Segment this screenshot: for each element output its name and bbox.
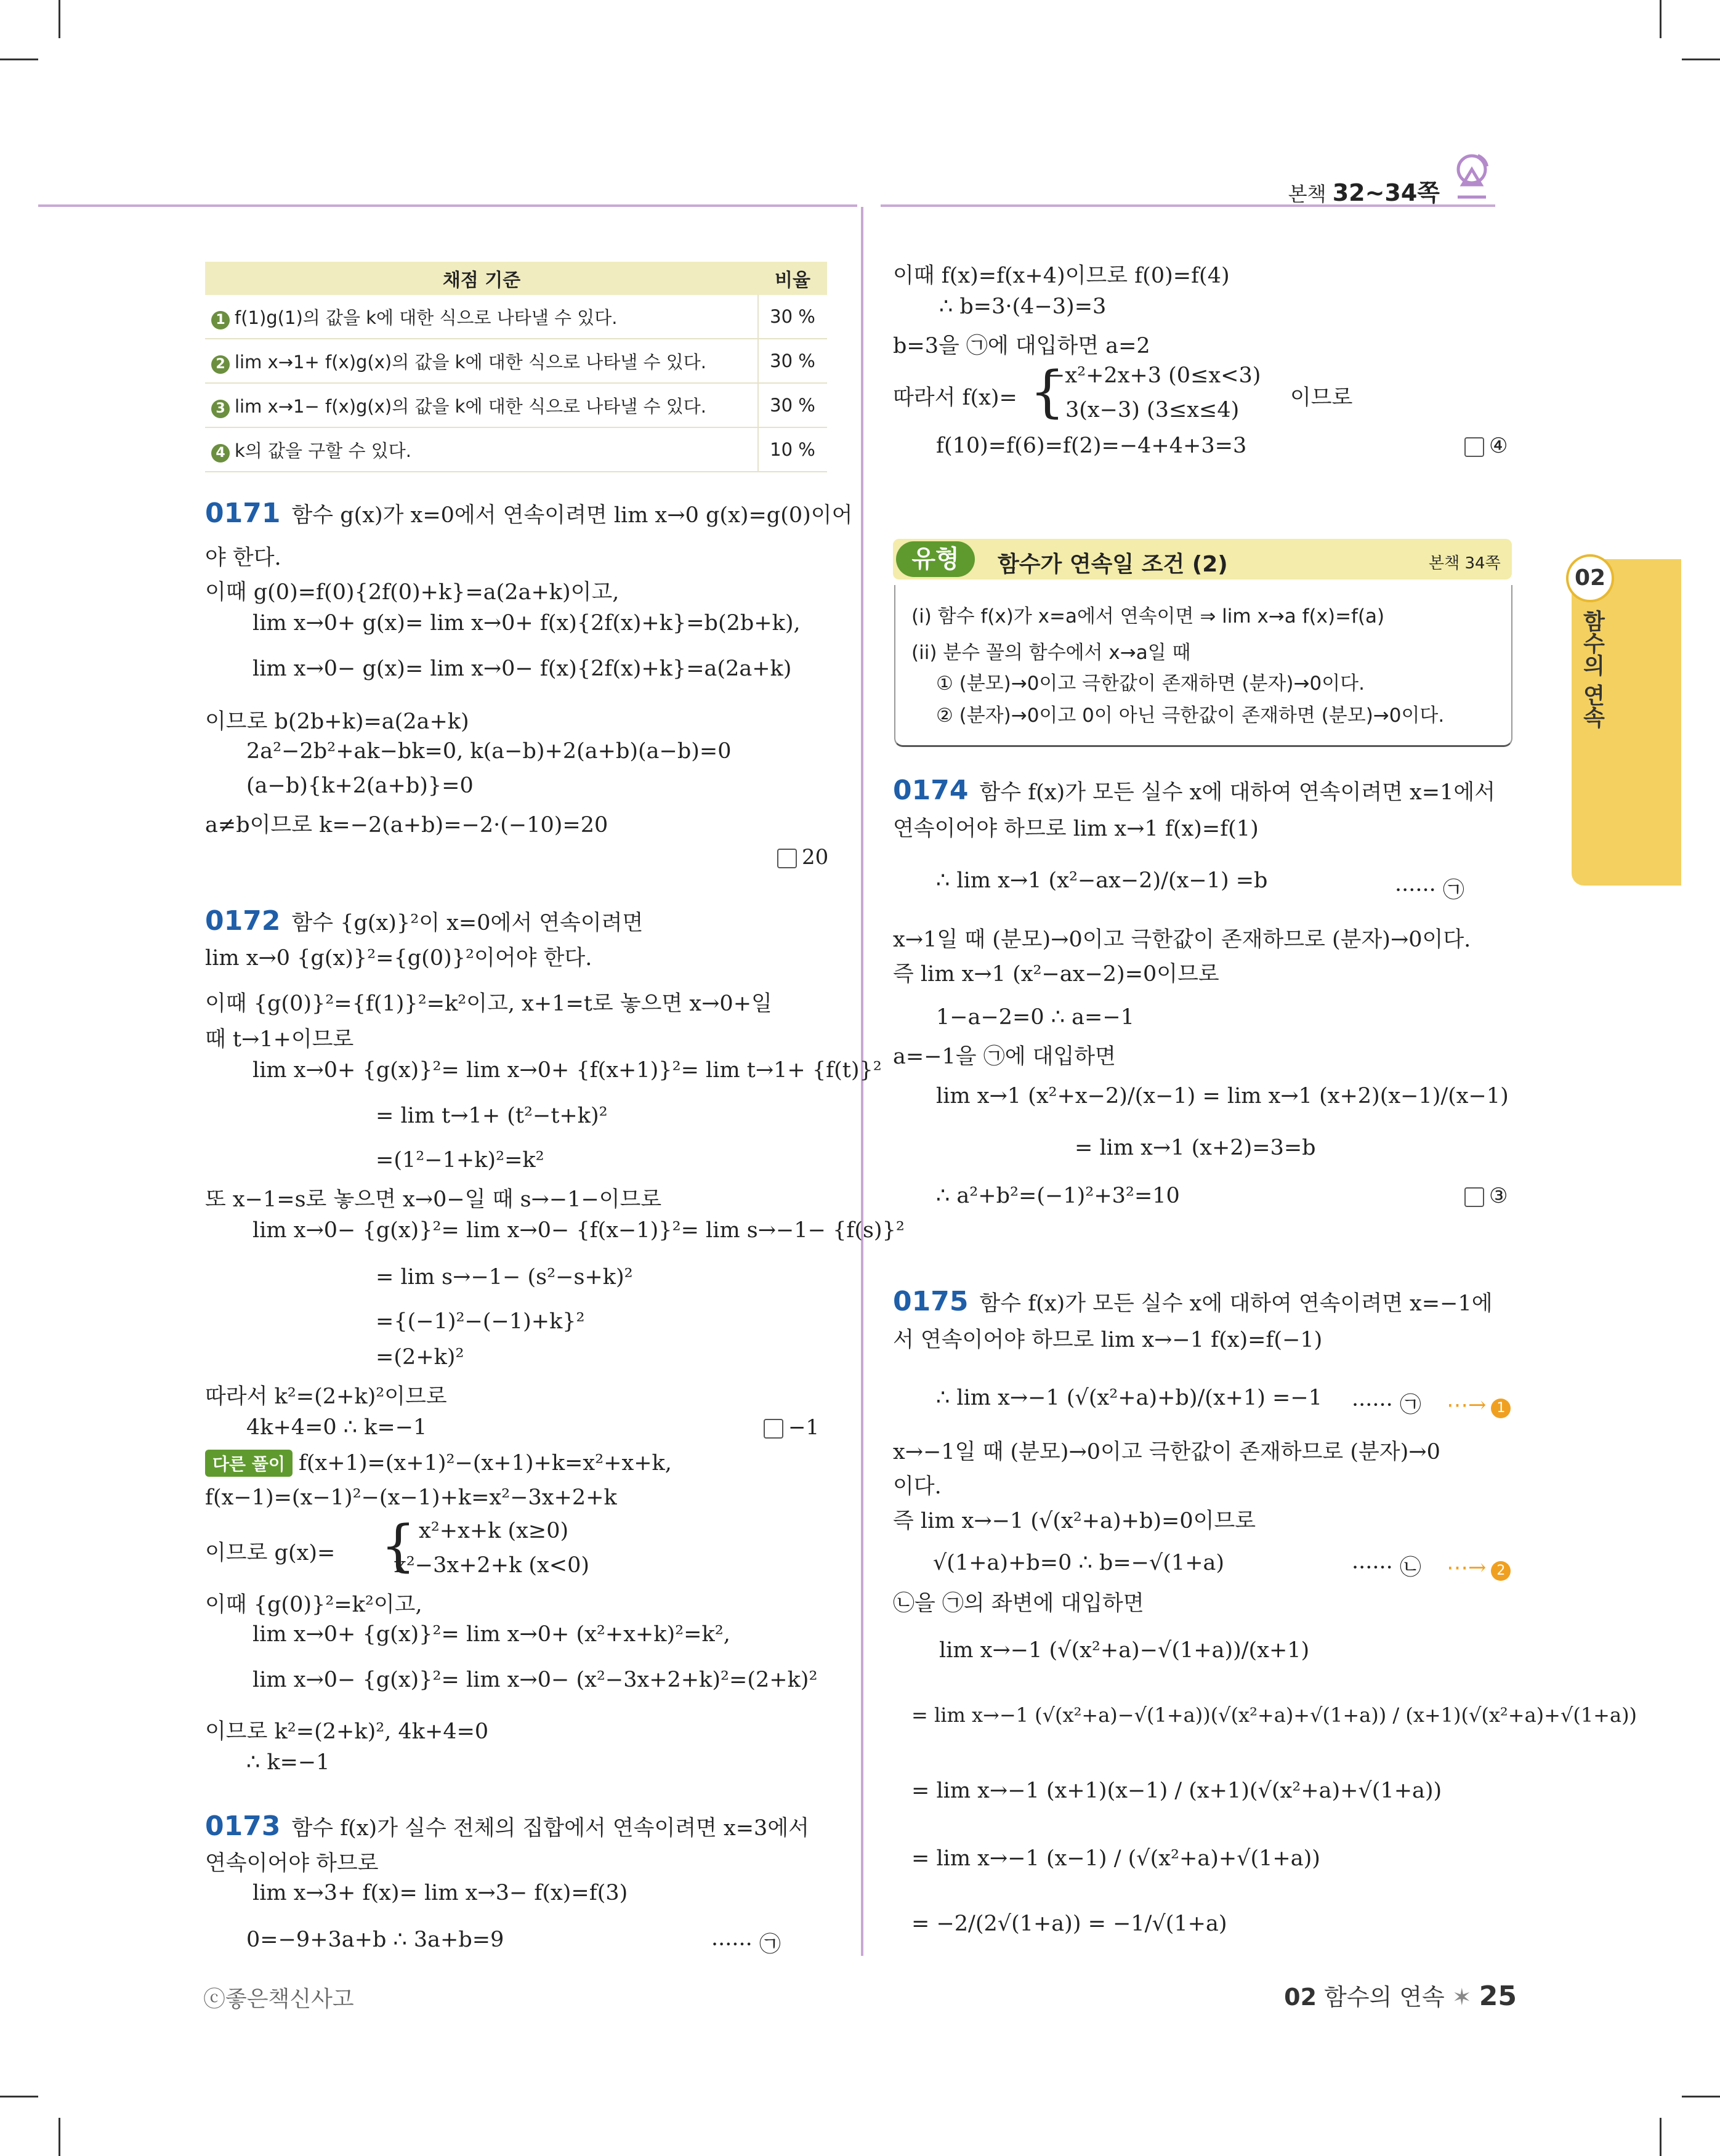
solution-line: lim x→0+ {g(x)}²= lim x→0+ {f(x+1)}²= lim t→1+ {f(t)}² <box>252 1058 882 1083</box>
type-rule: ② (분자)→0이고 0이 아닌 극한값이 존재하면 (분모)→0이다. <box>936 705 1445 727</box>
answer-value: ③ <box>1489 1184 1508 1208</box>
criteria-text: lim x→1− f(x)g(x)의 값을 k에 대한 식으로 나타낼 수 있다. <box>235 395 706 417</box>
crop-mark <box>1660 2118 1661 2156</box>
solution-line: 함수 f(x)가 실수 전체의 집합에서 연속이려면 x=3에서 <box>291 1816 809 1841</box>
solution-line: = lim x→−1 (x−1) / (√(x²+a)+√(1+a)) <box>911 1846 1320 1871</box>
footer-chapter-title: 함수의 연속 <box>1324 1984 1445 2011</box>
solution-line: lim x→3+ f(x)= lim x→3− f(x)=f(3) <box>252 1881 628 1905</box>
table-row <box>205 339 827 383</box>
solution-line: = lim x→−1 (x+1)(x−1) / (x+1)(√(x²+a)+√(1+a)) <box>911 1778 1442 1803</box>
answer-icon <box>1464 1187 1484 1207</box>
solution-line: 함수 {g(x)}²이 x=0에서 연속이려면 <box>291 911 644 935</box>
type-rule: (i) 함수 f(x)가 x=a에서 연속이면 ⇒ lim x→a f(x)=f(a) <box>911 605 1385 628</box>
publisher: ⓒ좋은책신사고 <box>203 1987 354 2012</box>
solution-line: −x²+2x+3 (0≤x<3) <box>1047 363 1261 388</box>
brace: { <box>381 1514 416 1578</box>
solution-line: (a−b){k+2(a+b)}=0 <box>246 773 474 798</box>
page-footer <box>1284 1978 1517 2012</box>
solution-line: lim x→1 (x²+x−2)/(x−1) = lim x→1 (x+2)(x−1)/(x−1) <box>936 1084 1509 1108</box>
solution-line: 이므로 b(2b+k)=a(2a+k) <box>205 709 469 734</box>
solution-line: lim x→−1 (√(x²+a)−√(1+a))/(x+1) <box>939 1638 1310 1663</box>
step-badge: 1 <box>211 311 230 329</box>
alt-solution-badge: 다른 풀이 <box>205 1450 293 1477</box>
problem-number: 0175 <box>893 1286 969 1317</box>
step-badge: 4 <box>211 444 230 462</box>
crop-mark <box>59 2118 60 2156</box>
solution-line: x²+x+k (x≥0) <box>419 1519 569 1543</box>
step-marker: 1 <box>1491 1399 1511 1418</box>
brace: { <box>1030 360 1065 424</box>
type-title: 함수가 연속일 조건 (2) <box>998 552 1228 577</box>
equation-mark <box>1352 1551 1511 1581</box>
solution-line: 또 x−1=s로 놓으면 x→0−일 때 s→−1−이므로 <box>205 1187 662 1212</box>
crop-mark <box>1660 0 1661 38</box>
answer-value: −1 <box>788 1415 820 1440</box>
solution-line: lim x→0− {g(x)}²= lim x→0− {f(x−1)}²= lim s→−1− {f(s)}² <box>252 1218 905 1243</box>
answer-value: 20 <box>802 845 829 870</box>
criteria-text: k의 값을 구할 수 있다. <box>235 440 411 461</box>
arrow-icon: ⋯→ <box>1447 1393 1487 1418</box>
chapter-number: 02 <box>1566 554 1614 602</box>
solution-line: lim x→0+ {g(x)}²= lim x→0+ (x²+x+k)²=k², <box>252 1622 730 1647</box>
solution-line: √(1+a)+b=0 ∴ b=−√(1+a) <box>933 1551 1225 1575</box>
type-rule: (ii) 분수 꼴의 함수에서 x→a일 때 <box>911 642 1191 664</box>
solution-line: 함수 f(x)가 모든 실수 x에 대하여 연속이려면 x=−1에 <box>979 1291 1493 1316</box>
equation-mark <box>1352 1388 1511 1419</box>
equation-mark: ······ ㉠ <box>1395 878 1464 903</box>
crop-mark <box>59 0 60 38</box>
solution-line: lim x→0+ g(x)= lim x→0+ f(x){2f(x)+k}=b(2b+k), <box>252 611 801 636</box>
col-ratio: 비율 <box>758 262 827 295</box>
equation-mark: ······ ㉠ <box>711 1932 781 1957</box>
solution-line: =(2+k)² <box>376 1345 464 1370</box>
equation-label: ······ ㉠ <box>1352 1393 1421 1418</box>
col-criteria: 채점 기준 <box>205 262 758 295</box>
arrow-icon: ⋯→ <box>1447 1556 1487 1580</box>
solution-line: x²−3x+2+k (x<0) <box>394 1553 589 1578</box>
problem-0174-header <box>893 775 1495 806</box>
solution-line: b=3을 ㉠에 대입하면 a=2 <box>893 334 1150 358</box>
chapter-title: 함수의 연속 <box>1580 610 1605 729</box>
solution-line: 이므로 g(x)= <box>205 1541 336 1565</box>
solution-line: = lim t→1+ (t²−t+k)² <box>376 1104 608 1128</box>
ratio-cell: 10 % <box>758 427 827 472</box>
ref-pages: 32~34쪽 <box>1332 179 1440 206</box>
crop-mark <box>1682 59 1720 60</box>
answer-icon <box>1464 437 1484 457</box>
solution-line: =(1²−1+k)²=k² <box>376 1148 544 1173</box>
problem-0171-header <box>205 498 852 529</box>
equation-label: ······ ㉡ <box>1352 1556 1421 1580</box>
solution-line: 4k+4=0 ∴ k=−1 <box>246 1415 427 1440</box>
solution-line: 때 t→1+이므로 <box>205 1027 354 1052</box>
solution-line: 이때 g(0)=f(0){2f(0)+k}=a(2a+k)이고, <box>205 580 620 605</box>
solution-line: x→−1일 때 (분모)→0이고 극한값이 존재하므로 (분자)→0 <box>893 1440 1440 1464</box>
ratio-cell: 30 % <box>758 383 827 427</box>
solution-line: ∴ lim x→−1 (√(x²+a)+b)/(x+1) =−1 <box>936 1386 1322 1410</box>
solution-line: a=−1을 ㉠에 대입하면 <box>893 1044 1116 1069</box>
solution-line: 이므로 <box>1290 386 1353 410</box>
satellite-icon <box>1450 148 1493 203</box>
solution-line: lim x→0− g(x)= lim x→0− f(x){2f(x)+k}=a(2a+k) <box>252 656 792 681</box>
page-reference <box>1288 174 1440 208</box>
solution-line: ∴ b=3·(4−3)=3 <box>939 294 1107 319</box>
step-badge: 3 <box>211 400 230 418</box>
step-marker: 2 <box>1491 1561 1511 1581</box>
solution-line: f(x+1)=(x+1)²−(x+1)+k=x²+x+k, <box>298 1451 672 1476</box>
solution-line: ∴ lim x→1 (x²−ax−2)/(x−1) =b <box>936 868 1268 893</box>
table-row <box>205 427 827 472</box>
solution-line: ∴ a²+b²=(−1)²+3²=10 <box>936 1184 1180 1208</box>
grading-table <box>205 262 827 472</box>
solution-line: 2a²−2b²+ak−bk=0, k(a−b)+2(a+b)(a−b)=0 <box>246 739 732 764</box>
crop-mark <box>0 59 38 60</box>
alt-solution <box>205 1450 672 1477</box>
solution-line: = lim x→−1 (√(x²+a)−√(1+a))(√(x²+a)+√(1+a)) / (x+1)(√(x²+a)+√(1+a)) <box>911 1703 1637 1727</box>
solution-line: = lim x→1 (x+2)=3=b <box>1075 1136 1316 1160</box>
solution-line: 이다. <box>893 1474 942 1499</box>
solution-line: 함수 f(x)가 모든 실수 x에 대하여 연속이려면 x=1에서 <box>979 780 1496 805</box>
answer <box>1464 1184 1508 1208</box>
table-row <box>205 383 827 427</box>
solution-line: 1−a−2=0 ∴ a=−1 <box>936 1005 1134 1030</box>
type-rule: ① (분모)→0이고 극한값이 존재하면 (분자)→0이다. <box>936 672 1365 695</box>
crop-mark <box>0 2096 38 2097</box>
solution-line: = lim s→−1− (s²−s+k)² <box>376 1265 633 1290</box>
answer-icon <box>777 849 797 868</box>
solution-line: 서 연속이어야 하므로 lim x→−1 f(x)=f(−1) <box>893 1328 1323 1352</box>
answer <box>777 845 828 870</box>
solution-line: f(10)=f(6)=f(2)=−4+4+3=3 <box>936 434 1247 458</box>
solution-line: ∴ k=−1 <box>246 1750 330 1775</box>
solution-line: 따라서 f(x)= <box>893 386 1017 410</box>
problem-number: 0171 <box>205 498 281 529</box>
problem-number: 0173 <box>205 1811 281 1842</box>
solution-line: a≠b이므로 k=−2(a+b)=−2·(−10)=20 <box>205 813 608 838</box>
solution-line: 0=−9+3a+b ∴ 3a+b=9 <box>246 1928 504 1952</box>
problem-number: 0172 <box>205 905 281 937</box>
solution-line: 함수 g(x)가 x=0에서 연속이려면 lim x→0 g(x)=g(0)이어 <box>291 503 853 528</box>
solution-line: 즉 lim x→1 (x²−ax−2)=0이므로 <box>893 962 1219 987</box>
criteria-text: lim x→1+ f(x)g(x)의 값을 k에 대한 식으로 나타낼 수 있다. <box>235 351 706 373</box>
solution-line: ㉡을 ㉠의 좌변에 대입하면 <box>893 1591 1144 1616</box>
problem-0173-header <box>205 1811 809 1842</box>
solution-line: 이때 {g(0)}²=k²이고, <box>205 1593 422 1617</box>
solution-line: 연속이어야 하므로 lim x→1 f(x)=f(1) <box>893 817 1259 841</box>
type-badge: 유형 05 <box>896 541 975 577</box>
solution-line: f(x−1)=(x−1)²−(x−1)+k=x²−3x+2+k <box>205 1485 617 1510</box>
header-rule <box>38 204 857 207</box>
solution-line: 이때 {g(0)}²={f(1)}²=k²이고, x+1=t로 놓으면 x→0+일 <box>205 991 772 1016</box>
solution-line: ={(−1)²−(−1)+k}² <box>376 1309 585 1334</box>
solution-line: x→1일 때 (분모)→0이고 극한값이 존재하므로 (분자)→0이다. <box>893 927 1471 952</box>
table-row <box>205 295 827 339</box>
ratio-cell: 30 % <box>758 295 827 339</box>
footer-chapter-number: 02 <box>1284 1984 1317 2011</box>
ref-label: 본책 <box>1288 182 1326 206</box>
answer <box>1464 434 1508 458</box>
solution-line: lim x→0− {g(x)}²= lim x→0− (x²−3x+2+k)²=(2+k)² <box>252 1668 818 1692</box>
answer-value: ④ <box>1489 434 1508 458</box>
solution-line: 따라서 k²=(2+k)²이므로 <box>205 1384 447 1409</box>
problem-0172-header <box>205 905 643 937</box>
star-icon: ✶ <box>1452 1984 1472 2011</box>
answer <box>764 1415 819 1440</box>
problem-0175-header <box>893 1286 1493 1317</box>
ratio-cell: 30 % <box>758 339 827 383</box>
solution-line: 즉 lim x→−1 (√(x²+a)+b)=0이므로 <box>893 1509 1256 1533</box>
answer-icon <box>764 1419 783 1439</box>
problem-number: 0174 <box>893 775 969 806</box>
criteria-text: f(1)g(1)의 값을 k에 대한 식으로 나타낼 수 있다. <box>235 307 618 328</box>
solution-line: 3(x−3) (3≤x≤4) <box>1065 398 1240 422</box>
step-badge: 2 <box>211 355 230 374</box>
solution-line: 야 한다. <box>205 546 281 570</box>
crop-mark <box>1682 2096 1720 2097</box>
type-reference: 본책 34쪽 <box>1429 554 1501 573</box>
page-number: 25 <box>1479 1980 1517 2012</box>
solution-line: 이므로 k²=(2+k)², 4k+4=0 <box>205 1719 489 1744</box>
solution-line: lim x→0 {g(x)}²={g(0)}²이어야 한다. <box>205 946 592 971</box>
solution-line: = −2/(2√(1+a)) = −1/√(1+a) <box>911 1912 1227 1936</box>
solution-line: 이때 f(x)=f(x+4)이므로 f(0)=f(4) <box>893 264 1230 288</box>
solution-line: 연속이어야 하므로 <box>205 1851 379 1876</box>
